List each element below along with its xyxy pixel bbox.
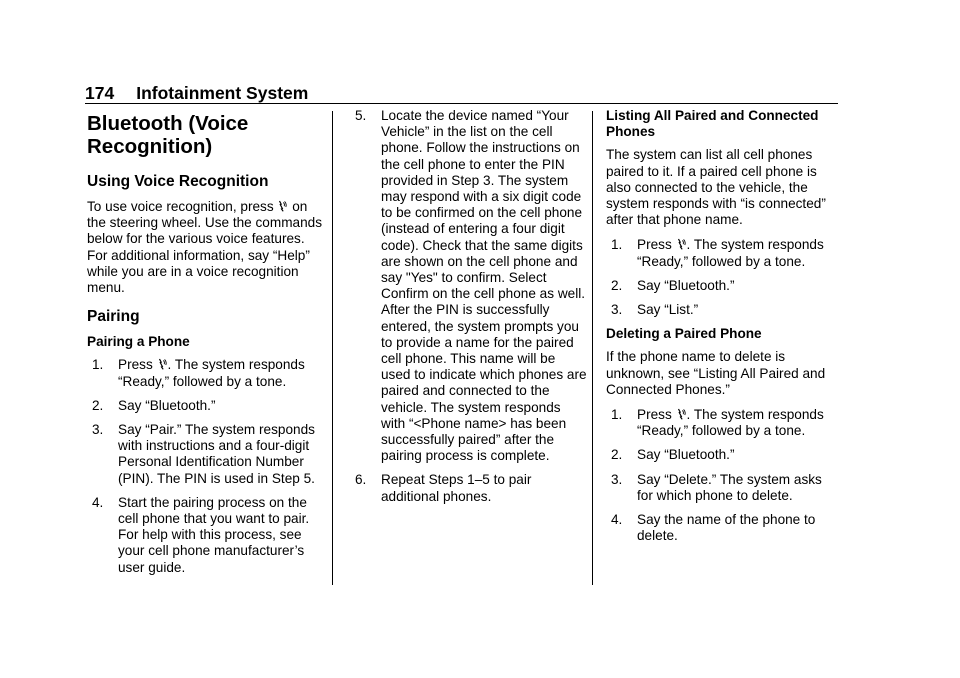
list-item: 4. Say the name of the phone to delete. xyxy=(611,512,816,544)
heading-pairing: Pairing xyxy=(87,308,140,326)
list-item: 3. Say “Pair.” The system responds with instructions and a four-digit Personal Identification Number (PIN). The PIN is used in Step 5. xyxy=(92,422,315,486)
list-item: 1. Press . The system responds “Ready,” followed by a tone. xyxy=(611,407,824,439)
voice-recognition-icon xyxy=(677,238,686,250)
heading-pairing-a-phone: Pairing a Phone xyxy=(87,334,190,350)
voice-recognition-icon xyxy=(158,358,167,370)
list-item: 5. Locate the device named “Your Vehicle” in the list on the cell phone. Follow the instructions on the cell phone to enter the PIN provided in Step 3. The system may respond with a six digit code to be confirmed on the cell phone (instead of entering a four digit code). Check that the same digits are shown on the cell phone and say "Yes" to confirm. Select Confirm on the cell phone as well. After the PIN is successfully entered, the system prompts you to provide a name for the paired cell phone. This name will be used to indicate which phones are paired and connected to the vehicle. The system responds with “<Phone name> has been successfully paired” after the pairing process is complete. xyxy=(355,108,587,464)
pairing-steps-continued xyxy=(355,108,587,505)
list-item: 6. Repeat Steps 1–5 to pair additional phones. xyxy=(355,472,532,504)
list-item: 2. Say “Bluetooth.” xyxy=(611,447,735,463)
list-item: 4. Start the pairing process on the cell phone that you want to pair. For help with this process, see your cell phone manufacturer’s user guide. xyxy=(92,494,310,575)
deleting-phone-paragraph: If the phone name to delete is unknown, see “Listing All Paired and Connected Phones.” xyxy=(606,349,826,397)
list-item: 1. Press . The system responds “Ready,” followed by a tone. xyxy=(92,357,305,389)
column-2 xyxy=(355,108,587,513)
header-rule xyxy=(85,103,838,104)
voice-recognition-icon xyxy=(677,408,686,420)
list-item: 1. Press . The system responds “Ready,” followed by a tone. xyxy=(611,237,824,269)
listing-steps xyxy=(611,237,838,318)
deleting-steps xyxy=(611,407,838,544)
list-item: 2. Say “Bluetooth.” xyxy=(92,397,216,413)
column-1 xyxy=(87,108,327,584)
section-title: Bluetooth (Voice Recognition) xyxy=(87,112,249,158)
pairing-steps xyxy=(92,357,327,575)
chapter-title: Infotainment System xyxy=(136,83,309,103)
list-item: 2. Say “Bluetooth.” xyxy=(611,277,735,293)
listing-phones-paragraph: The system can list all cell phones paired to it. If a paired cell phone is also connected to the vehicle, the system responds with “is connected” after that phone name. xyxy=(606,147,826,228)
heading-listing-phones: Listing All Paired and Connected Phones xyxy=(606,108,819,140)
voice-recognition-paragraph: To use voice recognition, press on the steering wheel. Use the commands below for the various voice features. For additional information, say “Help” while you are in a voice recognition menu. xyxy=(87,199,322,296)
heading-using-voice-recognition: Using Voice Recognition xyxy=(87,173,269,190)
column-3 xyxy=(606,108,838,552)
column-divider-2 xyxy=(592,111,593,585)
voice-recognition-icon xyxy=(278,200,287,212)
page-header xyxy=(85,82,308,104)
list-item: 3. Say “Delete.” The system asks for which phone to delete. xyxy=(611,471,822,503)
column-divider-1 xyxy=(332,111,333,585)
list-item: 3. Say “List.” xyxy=(611,302,699,318)
heading-deleting-phone: Deleting a Paired Phone xyxy=(606,326,762,342)
page-number: 174 xyxy=(85,83,115,103)
